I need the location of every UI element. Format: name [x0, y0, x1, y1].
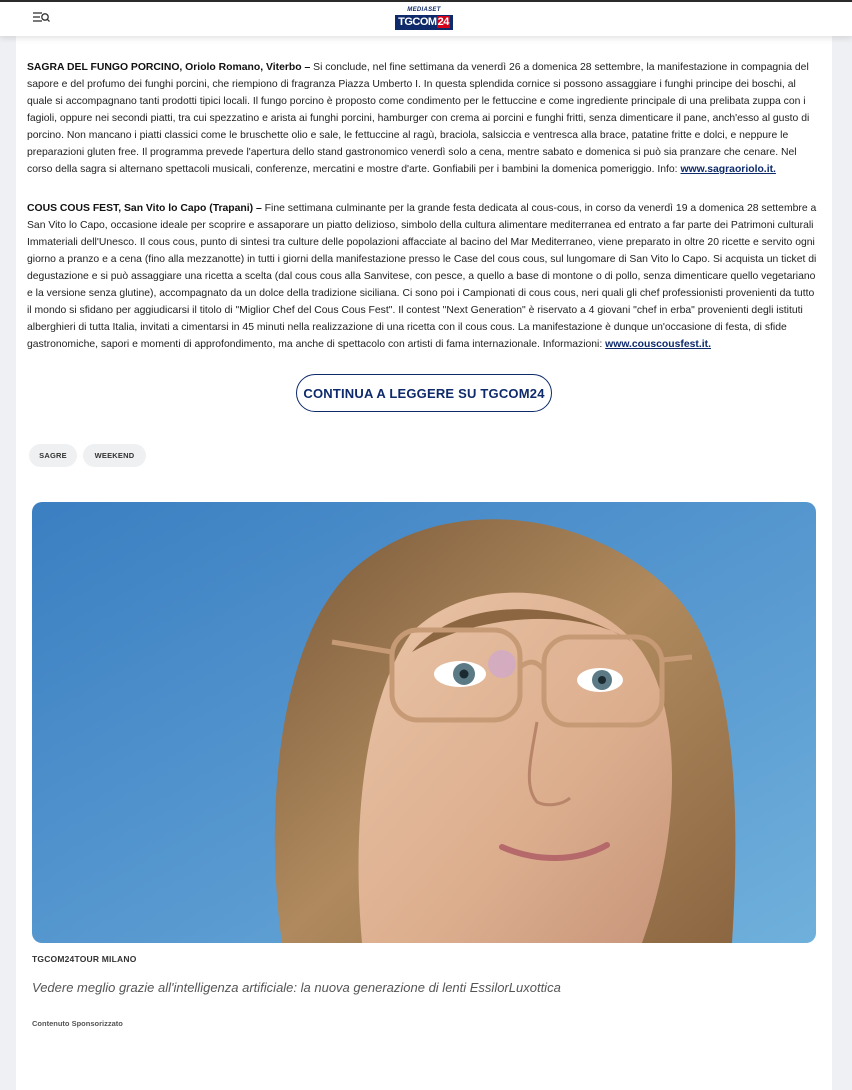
woman-with-glasses-photo [32, 502, 816, 943]
logo-24: 24 [437, 16, 449, 28]
link-sagraoriolo[interactable]: www.sagraoriolo.it. [680, 164, 776, 175]
article-body [27, 59, 819, 375]
sponsored-label: Contenuto Sponsorizzato [32, 1019, 123, 1028]
promo-kicker[interactable]: TGCOM24TOUR MILANO [32, 954, 137, 964]
paragraph-cous-cous [27, 200, 819, 353]
logo-tgcom: TGCOM [398, 16, 437, 28]
paragraph-text: Si conclude, nel fine settimana da venerdì 26 a domenica 28 settembre, la manifestazione in compagnia del sapore e del profumo dei funghi porcini, che riempiono di fragranza Piazza Umberto I. In questa splendida cornice si possono assaggiare i funghi principe dei boschi, al quale si accompagnano tanti prodotti tipici locali. Il fungo porcino è proposto come condimento per le fettuccine e come ingrediente principale di una prelibata zuppa con i fagioli, oppure nei secondi piatti, tra cui spezzatino e arista ai funghi porcini, hamburger con crema ai porcini e funghi fritti, senza dimenticare il pane, anch'esso al gusto di porcino. Non mancano i piatti classici come le bruschette olio e sale, le fettuccine al ragù, braciola, salsiccia e ventresca alla brace, patatine fritte e dolci, e neppure le preparazioni gluten free. Il programma prevede l'apertura dello stand gastronomico venerdì solo a cena, mentre sabato e domenica si può sia pranzare che cenare. Nel corso della sagra si alternano spettacoli musicali, conferenze, mercatini e mostre d'arte. Gonfiabili per i bambini la domenica pomeriggio. Info: [27, 62, 810, 175]
paragraph-heading: SAGRA DEL FUNGO PORCINO, Oriolo Romano, Viterbo – [27, 62, 311, 73]
promo-title[interactable]: Vedere meglio grazie all'intelligenza artificiale: la nuova generazione di lenti EssilorLuxottica [32, 980, 561, 995]
logo-mediaset: MEDIASET [407, 7, 441, 13]
tag-sagre[interactable]: SAGRE [29, 444, 77, 467]
continue-reading-button[interactable]: CONTINUA A LEGGERE SU TGCOM24 [296, 374, 552, 412]
link-couscousfest[interactable]: www.couscousfest.it. [605, 339, 712, 350]
menu-search-icon[interactable] [33, 11, 51, 25]
logo-tgcom24 [395, 15, 453, 30]
paragraph-fungo-porcino [27, 59, 819, 178]
top-header [0, 0, 852, 36]
paragraph-heading: COUS COUS FEST, San Vito lo Capo (Trapani) – [27, 203, 262, 214]
tag-weekend[interactable]: WEEKEND [83, 444, 146, 467]
paragraph-text: Fine settimana culminante per la grande festa dedicata al cous-cous, in corso da venerdì 19 a domenica 28 settembre a San Vito lo Capo, occasione ideale per scoprire e assaporare un piatto delizioso, simbolo della cultura alimentare mediterranea ed entrato a far parte dei Patrimoni culturali Immateriali dell'Unesco. Il cous cous, punto di sintesi tra culture delle popolazioni affacciate al bacino del Mar Mediterraneo, viene preparato in oltre 20 ricette e servito ogni giorno a pranzo e a cena (fino alla mezzanotte) in tutti i giorni della manifestazione presso le Case del cous cous, sul lungomare di San Vito lo Capo. Si acquista un ticket di degustazione e si può assaggiare una ricetta a scelta (dal cous cous alla Sanvitese, con pesce, a quello a base di montone o di pollo, senza dimenticare quello vegetariano e la versione senza glutine), accompagnato da un dolce della tradizione siciliana. Ci sono poi i Campionati di cous cous, neri quali gli chef professionisti provenienti da tutto il mondo si sfidano per aggiudicarsi il titolo di "Miglior Chef del Cous Cous Fest". Il contest "Next Generation" è riservato a 4 giovani "chef in erba" provenienti degli istituti alberghieri di tutta Italia, invitati a cimentarsi in 45 minuti nella realizzazione di una ricetta con il cous cous. La manifestazione è dunque un'occasione di festa, di sfide gastronomiche, sapori e momenti di approfondimento, ma anche di spettacolo con artisti di fama internazionale. Informazioni: [27, 203, 817, 350]
promo-image[interactable] [32, 502, 816, 943]
tgcom24-logo[interactable] [395, 7, 453, 31]
